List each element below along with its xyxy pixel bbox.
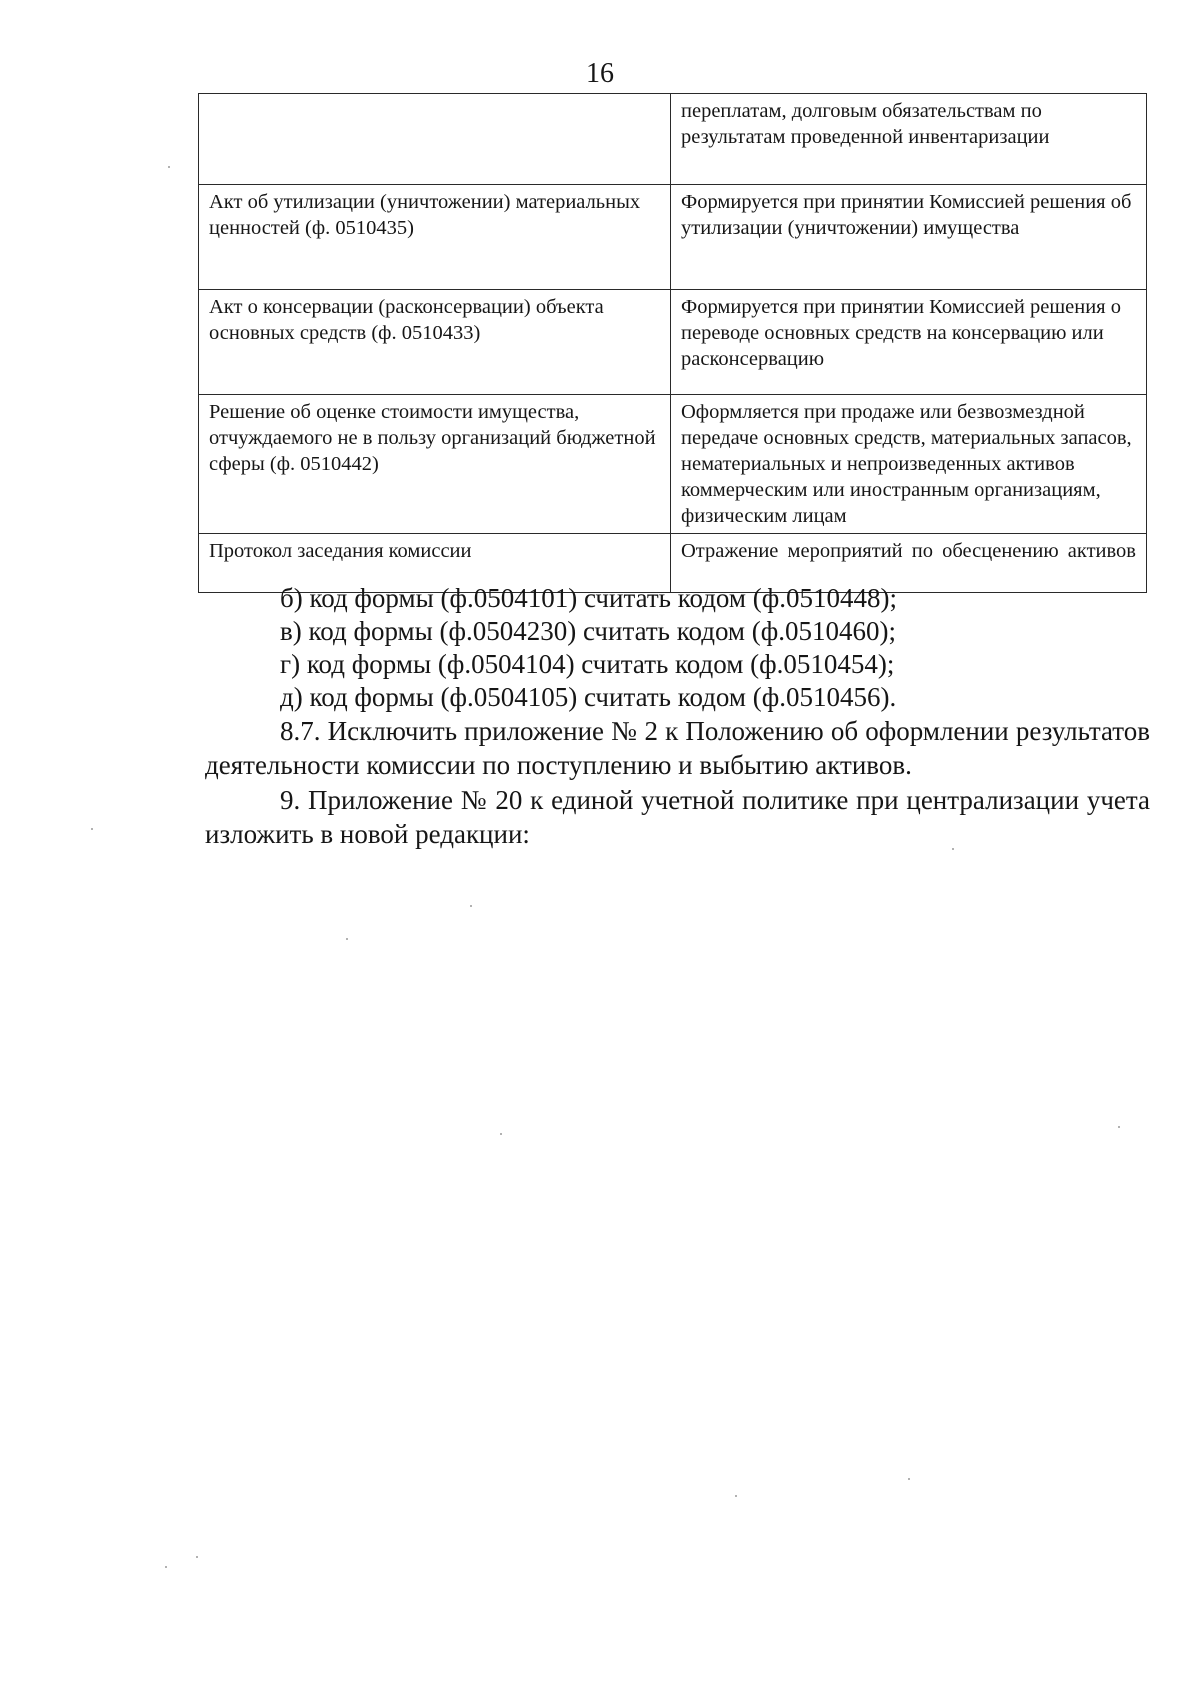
list-item: д) код формы (ф.0504105) считать кодом (ф.0510456).	[280, 682, 897, 712]
table-cell-form: Акт о консервации (расконсервации) объекта основных средств (ф. 0510433)	[199, 290, 671, 395]
scan-speck	[470, 905, 472, 907]
table-cell-description: переплатам, долговым обязательствам по результатам проведенной инвентаризации	[671, 94, 1147, 185]
table-row	[199, 185, 1147, 290]
table-cell-form	[199, 94, 671, 185]
scan-speck	[952, 848, 954, 850]
table-cell-description: Отражение мероприятий по обесценению активов	[671, 534, 1147, 593]
scan-speck	[1118, 1126, 1120, 1128]
table-cell-description: Оформляется при продаже или безвозмездной передаче основных средств, материальных запасов, нематериальных и непроизведенных активов коммерческим или иностранным организациям, физическим лицам	[671, 395, 1147, 534]
scan-speck	[168, 166, 170, 168]
paragraph-9: 9. Приложение № 20 к единой учетной политике при централизации учета изложить в новой редакции:	[205, 785, 1150, 849]
table-cell-form: Акт об утилизации (уничтожении) материальных ценностей (ф. 0510435)	[199, 185, 671, 290]
table-row	[199, 395, 1147, 534]
scan-speck	[196, 1556, 198, 1558]
list-item: б) код формы (ф.0504101) считать кодом (ф.0510448);	[280, 583, 897, 613]
scan-speck	[346, 938, 348, 940]
scan-speck	[908, 1478, 910, 1480]
scan-speck	[91, 828, 93, 830]
scan-speck	[500, 1133, 502, 1135]
scan-speck	[165, 1566, 167, 1568]
paragraph-8-7: 8.7. Исключить приложение № 2 к Положению об оформлении результатов деятельности комиссии по поступлению и выбытию активов.	[205, 716, 1150, 780]
list-item: в) код формы (ф.0504230) считать кодом (ф.0510460);	[280, 616, 896, 646]
forms-table	[198, 93, 1147, 593]
page-number: 16	[586, 58, 614, 89]
table-cell-description: Формируется при принятии Комиссией решения о переводе основных средств на консервацию или расконсервацию	[671, 290, 1147, 395]
scan-speck	[735, 1495, 737, 1497]
table-row	[199, 290, 1147, 395]
table-cell-form: Решение об оценке стоимости имущества, отчуждаемого не в пользу организаций бюджетной сферы (ф. 0510442)	[199, 395, 671, 534]
list-item: г) код формы (ф.0504104) считать кодом (ф.0510454);	[280, 649, 895, 679]
table-cell-description: Формируется при принятии Комиссией решения об утилизации (уничтожении) имущества	[671, 185, 1147, 290]
table-row	[199, 94, 1147, 185]
table-cell-form: Протокол заседания комиссии	[199, 534, 671, 593]
